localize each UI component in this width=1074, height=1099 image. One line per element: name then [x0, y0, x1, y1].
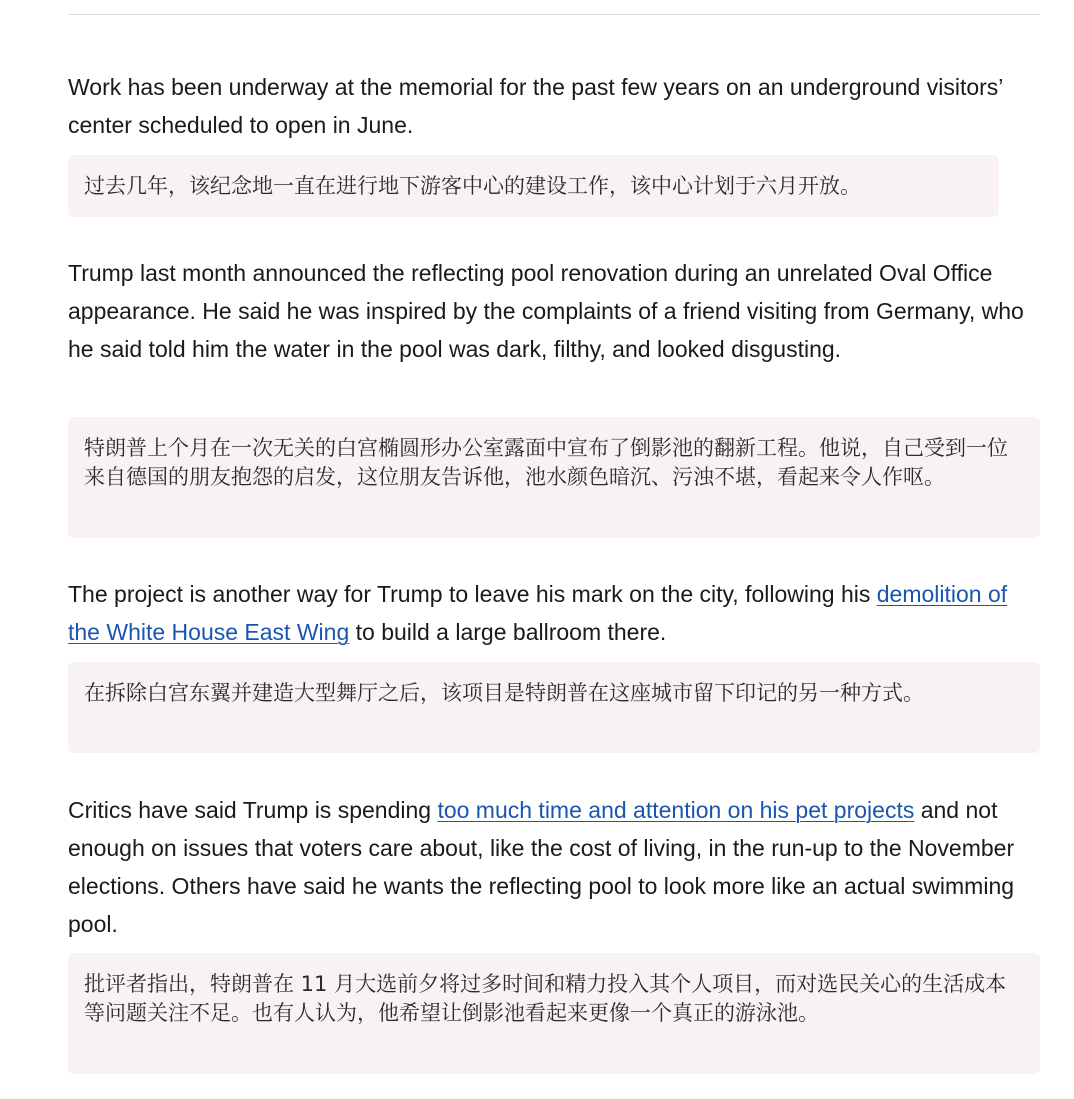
article-paragraph-en: Work has been underway at the memorial for the past few years on an underground visitors’ center scheduled to open in June.	[68, 74, 1003, 138]
east-wing-demolition-link[interactable]: demolition of the White House East Wing	[68, 581, 1008, 645]
translation-block-zh: 过去几年，该纪念地一直在进行地下游客中心的建设工作，该中心计划于六月开放。	[68, 155, 999, 217]
paragraph-text: Critics have said Trump is spending	[68, 797, 438, 823]
paragraph-text: The project is another way for Trump to leave his mark on the city, following his	[68, 581, 877, 607]
top-divider	[68, 14, 1040, 15]
paragraph-text: to build a large ballroom there.	[349, 619, 667, 645]
pet-projects-link[interactable]: too much time and attention on his pet projects	[437, 797, 915, 823]
translation-block-zh: 特朗普上个月在一次无关的白宫椭圆形办公室露面中宣布了倒影池的翻新工程。他说，自己受到一位来自德国的朋友抱怨的启发，这位朋友告诉他，池水颜色暗沉、污浊不堪，看起来令人作呕。	[68, 417, 1040, 538]
article-paragraph-en	[68, 575, 1040, 651]
article-paragraph-en: Trump last month announced the reflecting pool renovation during an unrelated Oval Office appearance. He said he was inspired by the complaints of a friend visiting from Germany, who he said told him the water in the pool was dark, filthy, and looked disgusting.	[68, 260, 1024, 362]
article-paragraph-en	[68, 791, 1040, 943]
translation-block-zh: 在拆除白宫东翼并建造大型舞厅之后，该项目是特朗普在这座城市留下印记的另一种方式。	[68, 662, 1040, 753]
translation-block-zh: 批评者指出，特朗普在 11 月大选前夕将过多时间和精力投入其个人项目，而对选民关心的生活成本等问题关注不足。也有人认为，他希望让倒影池看起来更像一个真正的游泳池。	[68, 953, 1040, 1074]
paragraph-text: and not enough on issues that voters care about, like the cost of living, in the run-up to the November elections. Others have said he wants the reflecting pool to look more like an actual swimming pool.	[68, 797, 1015, 937]
